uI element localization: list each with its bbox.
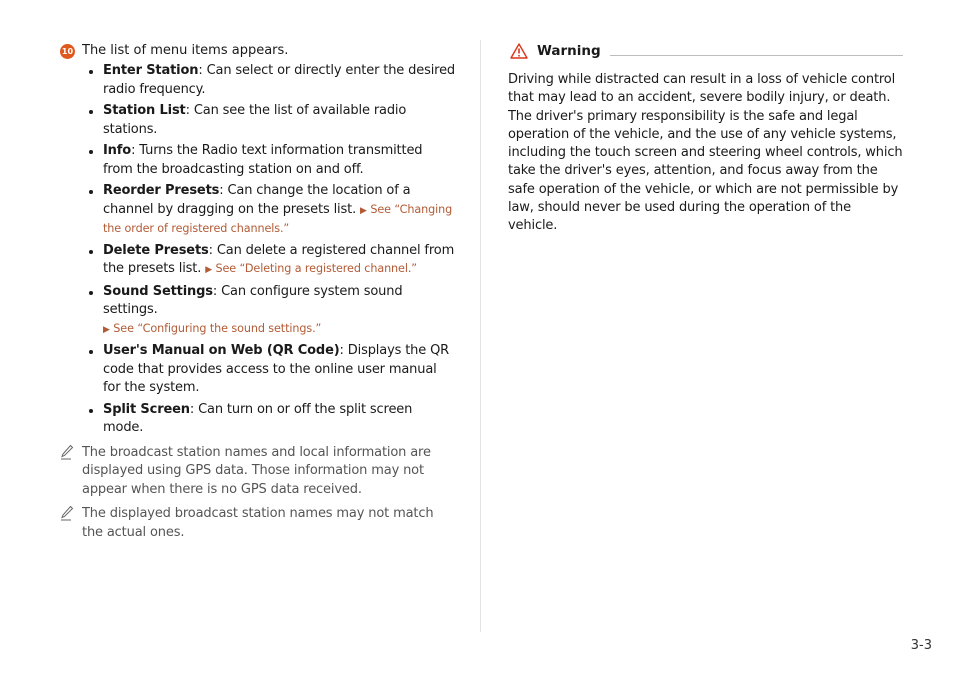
- warning-title: Warning: [537, 43, 601, 59]
- list-item: [60, 242, 455, 280]
- list-item: [60, 142, 455, 179]
- step-10: [60, 42, 455, 60]
- pencil-note-icon: [60, 505, 74, 521]
- list-item: [60, 342, 455, 398]
- item-desc: : Can turn on or off the split screen mode.: [103, 401, 413, 435]
- cross-reference-link[interactable]: ▶ See “Deleting a registered channel.”: [205, 262, 417, 275]
- item-term: Enter Station: [103, 63, 199, 78]
- note-text: The displayed broadcast station names may not match the actual ones.: [82, 506, 434, 540]
- item-desc: : Can see the list of available radio stations.: [103, 103, 407, 137]
- warning-body: Driving while distracted can result in a loss of vehicle control that may lead to an accident, severe bodily injury, or death. The driver's primary responsibility is the safe and legal operation of the vehicle, and the use of any vehicle systems, including the touch screen and steering wheel controls, which take the driver's eyes, attention, and focus away from the safe operation of the vehicle, or which are not permissible by law, should never be used during the operation of the vehicle.: [508, 72, 903, 234]
- item-term: Info: [103, 143, 132, 158]
- note: [60, 505, 455, 542]
- note: [60, 444, 455, 500]
- cross-reference-link[interactable]: ▶ See “Changing the order of registered channels.”: [103, 202, 453, 235]
- step-number-badge: 10: [60, 44, 75, 59]
- item-desc: : Can change the location of a channel by dragging on the presets list.: [103, 183, 411, 217]
- warning-header: [508, 40, 903, 66]
- step-text: The list of menu items appears.: [82, 43, 289, 58]
- item-term: Sound Settings: [103, 283, 213, 299]
- item-desc: : Can configure system sound settings.: [103, 283, 403, 317]
- list-item: [60, 182, 455, 239]
- item-desc: : Turns the Radio text information transmitted from the broadcasting station on and off.: [103, 143, 423, 177]
- note-text: The broadcast station names and local information are displayed using GPS data. Those information may not appear when there is no GPS data received.: [82, 444, 431, 497]
- item-term: Split Screen: [103, 401, 190, 417]
- left-column: [60, 40, 455, 542]
- item-desc: : Displays the QR code that provides access to the online user manual for the system.: [103, 343, 450, 395]
- item-term: Reorder Presets: [103, 183, 220, 198]
- item-term: User's Manual on Web (QR Code): [103, 343, 340, 358]
- list-item: [60, 62, 455, 99]
- item-term: Delete Presets: [103, 242, 209, 258]
- arrow-right-icon: ▶: [360, 205, 367, 216]
- cross-reference-link[interactable]: ▶ See “Configuring the sound settings.”: [103, 321, 322, 335]
- list-item: [60, 102, 455, 139]
- warning-rule: [610, 55, 903, 56]
- item-desc: : Can select or directly enter the desired radio frequency.: [103, 63, 456, 97]
- right-column: [508, 40, 903, 236]
- list-item: [60, 401, 455, 438]
- list-item: [60, 283, 455, 340]
- warning-triangle-icon: [510, 43, 528, 59]
- pencil-note-icon: [60, 444, 74, 460]
- arrow-right-icon: ▶: [205, 265, 213, 275]
- item-term: Station List: [103, 103, 186, 118]
- page-number: 3-3: [910, 638, 932, 653]
- menu-item-list: [60, 62, 455, 438]
- arrow-right-icon: ▶: [103, 324, 110, 335]
- column-divider: [480, 40, 481, 632]
- item-desc: : Can delete a registered channel from the presets list.: [103, 242, 455, 276]
